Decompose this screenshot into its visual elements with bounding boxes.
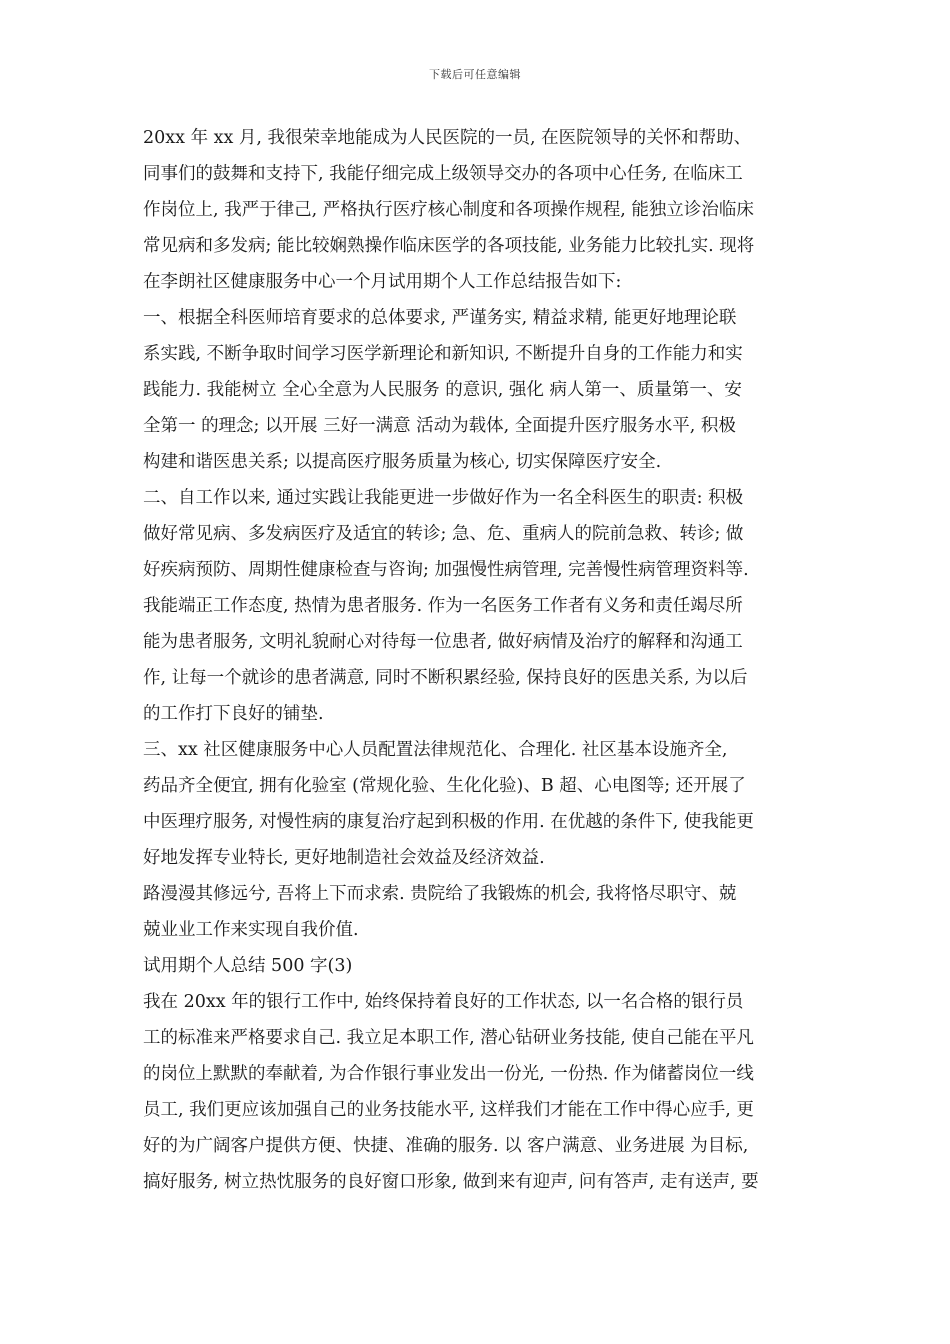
text-line: 作岗位上, 我严于律己, 严格执行医疗核心制度和各项操作规程, 能独立诊治临床 <box>143 200 754 220</box>
text-line: 全第一 的理念; 以开展 三好一满意 活动为载体, 全面提升医疗服务水平, 积极 <box>143 416 736 436</box>
text-line: 好疾病预防、周期性健康检查与咨询; 加强慢性病管理, 完善慢性病管理资料等. <box>143 560 749 580</box>
section-heading: 试用期个人总结 500 字(3) <box>143 956 353 976</box>
text-line: 构建和谐医患关系; 以提高医疗服务质量为核心, 切实保障医疗安全. <box>143 452 662 472</box>
text-line: 20xx 年 xx 月, 我很荣幸地能成为人民医院的一员, 在医院领导的关怀和帮助、 <box>143 128 752 148</box>
text-line: 好的为广阔客户提供方便、快捷、准确的服务. 以 客户满意、业务进展 为目标, <box>143 1136 749 1156</box>
text-line: 兢业业工作来实现自我价值. <box>143 920 359 940</box>
text-line: 二、自工作以来, 通过实践让我能更进一步做好作为一名全科医生的职责: 积极 <box>143 488 744 508</box>
text-line: 系实践, 不断争取时间学习医学新理论和新知识, 不断提升自身的工作能力和实 <box>143 344 743 364</box>
text-line: 做好常见病、多发病医疗及适宜的转诊; 急、危、重病人的院前急救、转诊; 做 <box>143 524 744 544</box>
text-line: 员工, 我们更应该加强自己的业务技能水平, 这样我们才能在工作中得心应手, 更 <box>143 1100 754 1120</box>
text-line: 三、xx 社区健康服务中心人员配置法律规范化、合理化. 社区基本设施齐全, <box>143 740 728 760</box>
text-line: 搞好服务, 树立热忱服务的良好窗口形象, 做到来有迎声, 问有答声, 走有送声, 要 <box>143 1172 759 1192</box>
text-line: 我能端正工作态度, 热情为患者服务. 作为一名医务工作者有义务和责任竭尽所 <box>143 596 743 616</box>
text-line: 的岗位上默默的奉献着, 为合作银行事业发出一份光, 一份热. 作为储蓄岗位一线 <box>143 1064 754 1084</box>
text-line: 药品齐全便宜, 拥有化验室 (常规化验、生化化验)、B 超、心电图等; 还开展了 <box>143 776 746 796</box>
text-line: 一、根据全科医师培育要求的总体要求, 严谨务实, 精益求精, 能更好地理论联 <box>143 308 737 328</box>
text-line: 工的标准来严格要求自己. 我立足本职工作, 潜心钻研业务技能, 使自己能在平凡 <box>143 1028 754 1048</box>
text-line: 在李朗社区健康服务中心一个月试用期个人工作总结报告如下: <box>143 272 622 292</box>
document-body <box>143 120 815 1200</box>
text-line: 常见病和多发病; 能比较娴熟操作临床医学的各项技能, 业务能力比较扎实. 现将 <box>143 236 755 256</box>
text-line: 路漫漫其修远兮, 吾将上下而求索. 贵院给了我锻炼的机会, 我将恪尽职守、兢 <box>143 884 737 904</box>
page-header: 下载后可任意编辑 <box>429 68 521 81</box>
text-line: 好地发挥专业特长, 更好地制造社会效益及经济效益. <box>143 848 545 868</box>
text-line: 我在 20xx 年的银行工作中, 始终保持着良好的工作状态, 以一名合格的银行员 <box>143 992 744 1012</box>
text-line: 能为患者服务, 文明礼貌耐心对待每一位患者, 做好病情及治疗的解释和沟通工 <box>143 632 743 652</box>
text-line: 中医理疗服务, 对慢性病的康复治疗起到积极的作用. 在优越的条件下, 使我能更 <box>143 812 754 832</box>
text-line: 同事们的鼓舞和支持下, 我能仔细完成上级领导交办的各项中心任务, 在临床工 <box>143 164 743 184</box>
text-line: 践能力. 我能树立 全心全意为人民服务 的意识, 强化 病人第一、质量第一、安 <box>143 380 742 400</box>
text-line: 的工作打下良好的铺垫. <box>143 704 324 724</box>
text-line: 作, 让每一个就诊的患者满意, 同时不断积累经验, 保持良好的医患关系, 为以后 <box>143 668 748 688</box>
